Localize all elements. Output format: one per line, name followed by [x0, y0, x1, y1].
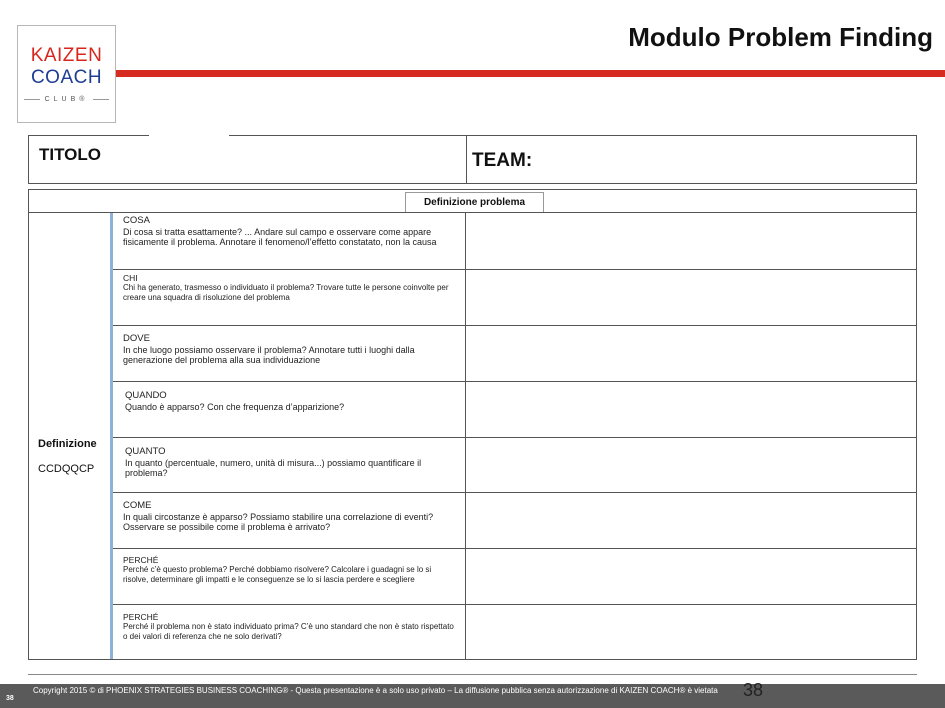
logo-line-club: CLUB®: [44, 96, 89, 103]
row-text: Chi ha generato, trasmesso o individuato il problema? Trovare tutte le persone coinvolte per creare una squadra di risoluzione del problema: [123, 283, 449, 302]
row-text: Di cosa si tratta esattamente? ... Andare sul campo e osservare come appare fisicamente il problema. Annotare il fenomeno/l’effetto constatato, non la causa: [123, 226, 437, 247]
row-question: [123, 273, 458, 303]
row-head: QUANDO: [125, 390, 167, 401]
definition-label: Definizione: [38, 438, 97, 450]
row-head: COSA: [123, 215, 150, 226]
title-red-bar: [116, 70, 945, 77]
header-box: [28, 135, 917, 184]
table-row-cosa: [113, 213, 917, 270]
row-head: PERCHÉ: [123, 555, 159, 565]
logo-rule-right: [93, 99, 109, 100]
slide-number: 38: [743, 680, 764, 700]
footer-page-number: 38: [6, 695, 14, 702]
row-head: COME: [123, 500, 152, 511]
table-row-come: [113, 493, 917, 549]
row-question: [125, 447, 460, 479]
table-row-perche-1: [113, 549, 917, 605]
footer-copyright: Copyright 2015 © di PHOENIX STRATEGIES BUSINESS COACHING® - Questa presentazione è a solo uso privato – La diffusione pubblica senza autorizzazione di KAIZEN COACH® è vietata: [33, 686, 718, 695]
table-row-quando: [113, 382, 917, 438]
row-text: In quanto (percentuale, numero, unità di misura...) possiamo quantificare il problema?: [125, 457, 422, 478]
kaizen-coach-logo: [17, 25, 116, 123]
ccdqqcp-label: CCDQQCP: [38, 463, 95, 475]
table-row-quanto: [113, 438, 917, 493]
team-label: TEAM:: [472, 150, 533, 171]
row-question: [123, 501, 458, 533]
table-row-perche-2: [113, 605, 917, 660]
logo-line-kaizen: KAIZEN: [30, 45, 103, 66]
row-text: Perché il problema non è stato individuato prima? C’è uno standard che non è stato rispettato o dei valori di referenza che ne solo derivati?: [123, 622, 454, 641]
row-text: Quando è apparso? Con che frequenza d’apparizione?: [125, 401, 345, 412]
row-question: [123, 334, 458, 366]
header-divider: [466, 136, 467, 183]
row-text: In che luogo possiamo osservare il problema? Annotare tutti i luoghi dalla generazione del problema alla sua individuazione: [123, 344, 415, 365]
row-question: [123, 216, 458, 248]
row-text: In quali circostanze è apparso? Possiamo stabilire una correlazione di eventi? Osservare se possibile come il problema è arrivato?: [123, 511, 434, 532]
bottom-border-line: [28, 674, 917, 675]
page-title: Modulo Problem Finding: [628, 22, 933, 52]
row-head: DOVE: [123, 333, 150, 344]
row-question: [123, 612, 458, 642]
table-row-dove: [113, 326, 917, 382]
definition-column: [29, 213, 112, 659]
logo-line-coach: COACH: [30, 67, 103, 88]
row-head: CHI: [123, 273, 138, 283]
row-question: [125, 391, 460, 412]
table-row-chi: [113, 270, 917, 326]
row-head: PERCHÉ: [123, 612, 159, 622]
titolo-label: TITOLO: [39, 145, 102, 164]
section-title: Definizione problema: [405, 192, 544, 212]
row-text: Perché c’è questo problema? Perché dobbiamo risolvere? Calcolare i guadagni se lo si risolve, determinare gli impatti e le conseguenze se lo si lascia perdere e scegliere: [123, 565, 432, 584]
problem-definition-table: [28, 189, 917, 660]
row-question: [123, 555, 458, 585]
row-head: QUANTO: [125, 446, 166, 457]
